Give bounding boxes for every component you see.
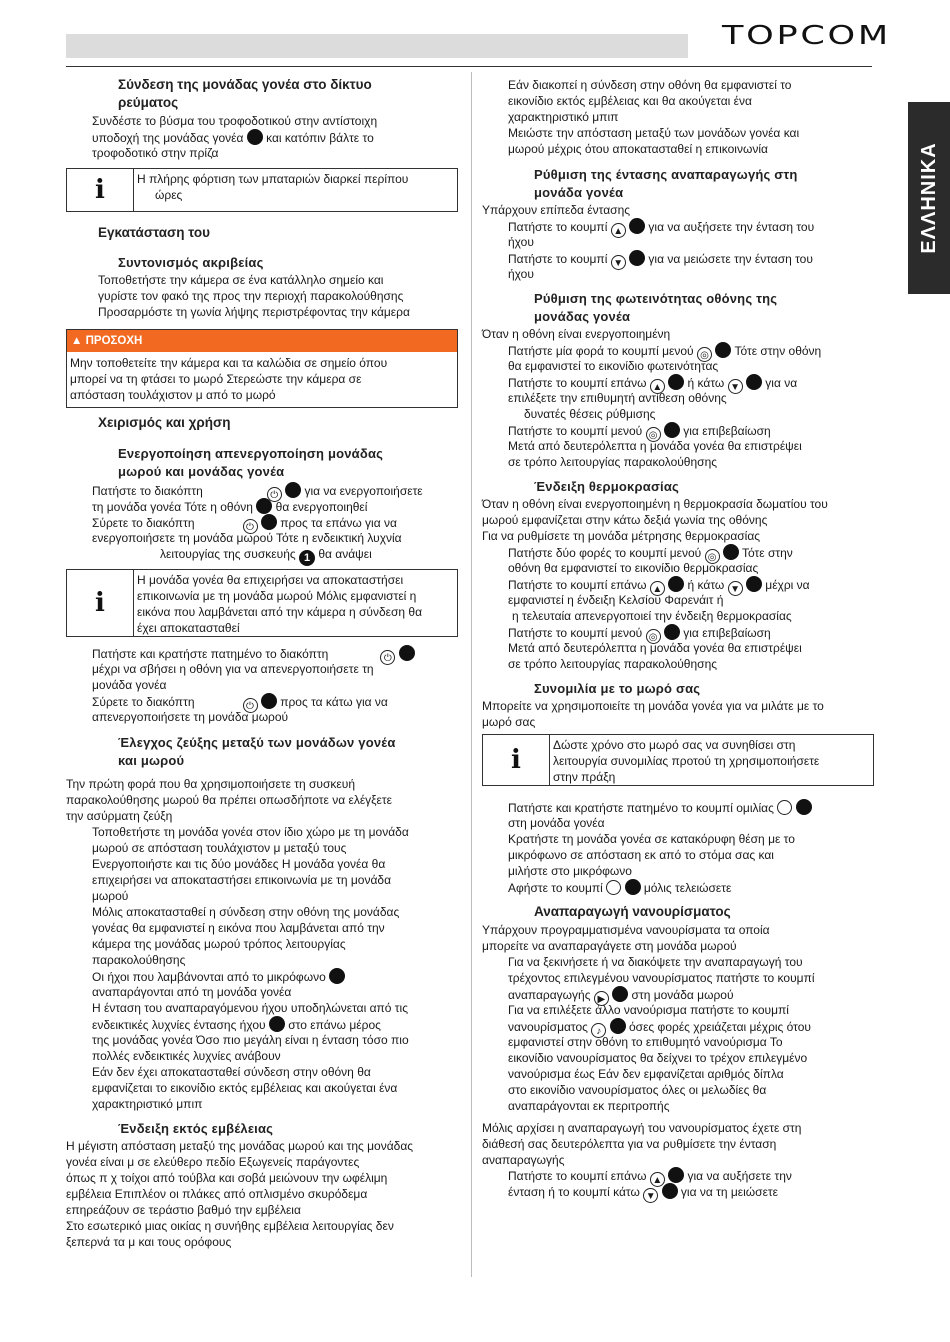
subsection-title: Ένδειξη θερμοκρασίας <box>534 479 680 494</box>
paragraph: Πατήστε και κρατήστε πατημένο το κουμπί ομιλίας <box>508 799 812 816</box>
paragraph: στο εικονίδιο νανουρίσματος όλες οι μελωδίες θα <box>508 1083 767 1097</box>
paragraph: Μετά από δευτερόλεπτα η μονάδα γονέα θα επιστρέψει <box>508 439 802 453</box>
paragraph: Για να επιλέξετε άλλο νανούρισμα πατήστε το κουμπί <box>508 1003 789 1017</box>
warning-text: Μην τοποθετείτε την κάμερα και τα καλώδια σε σημείο όπου μπορεί να τη φτάσει το μωρό Στερεώστε την κάμερα σε απόσταση τουλάχιστον μ από το μωρό <box>70 356 388 402</box>
paragraph: μιλήστε στο μικρόφωνο <box>508 864 632 878</box>
section-title: Εγκατάσταση του <box>98 225 211 240</box>
paragraph: Πατήστε το κουμπί επάνω ▲ ή κάτω ▼ για να <box>508 376 798 393</box>
paragraph: αναπαράγονται από τη μονάδα γονέα <box>92 985 292 999</box>
paragraph: λειτουργίας της συσκευής 1 θα ανάψει <box>160 547 372 564</box>
talk-button-icon <box>777 800 792 815</box>
paragraph: Όταν η οθόνη είναι ενεργοποιημένη η θερμοκρασία δωματίου του <box>482 497 828 511</box>
paragraph: πολλές ενδεικτικές λυχνίες ανάβουν <box>92 1049 281 1063</box>
paragraph: Όταν η οθόνη είναι ενεργοποιημένη <box>482 327 671 341</box>
paragraph-block: Τοποθετήστε τη μονάδα γονέα στον ίδιο χώρο με τη μονάδα μωρού σε απόσταση τουλάχιστον μ μεταξύ τους Ενεργοποιήστε και τις δύο μονάδες Η μονάδα γονέα θα επιχειρήσει να αποκαταστήσει επικοινωνία με τη μονάδα μωρού Μόλις αποκατασταθεί η σύνδεση στην οθόνη της μονάδας γονέας θα εμφανιστεί η εικόνα που λαμβάνεται από την κάμερα της μονάδας μωρού τρόπος λειτουργίας παρακολούθησης <box>92 825 409 967</box>
paragraph: Σύρετε το διακόπτη ⏻ προς τα επάνω για να <box>92 516 397 533</box>
paragraph: αναπαραγωγής <box>482 1153 565 1167</box>
paragraph: νανούρισμα έως Εάν δεν εμφανίζεται αριθμός δίπλα <box>508 1067 784 1081</box>
paragraph: μονάδα γονέα <box>92 678 167 692</box>
info-text: Η πλήρης φόρτιση των μπαταριών διαρκεί περίπου ώρες <box>137 172 409 202</box>
button-marker-icon <box>612 986 628 1002</box>
subsection-title: Συνομιλία με το μωρό σας <box>534 681 701 696</box>
paragraph: χαρακτηριστικό μπιπ <box>92 1097 203 1111</box>
paragraph: Υπάρχουν προγραμματισμένα νανουρίσματα τα οποία <box>482 923 770 937</box>
info-box <box>66 569 458 637</box>
paragraph: οθόνη θα εμφανιστεί το εικονίδιο θερμοκρασίας <box>508 561 759 575</box>
language-tab <box>908 102 950 294</box>
paragraph: της μονάδας γονέα Όσο πιο μεγάλη είναι η ένταση τόσο πιο <box>92 1033 409 1047</box>
button-marker-icon <box>329 968 345 984</box>
header-bar <box>66 34 688 58</box>
menu-icon: ◎ <box>705 549 720 564</box>
paragraph: σε τρόπο λειτουργίας παρακολούθησης <box>508 657 718 671</box>
up-arrow-icon: ▲ <box>650 581 665 596</box>
info-icon: i <box>483 735 550 785</box>
paragraph: μωρού εμφανίζεται στην κάτω δεξιά γωνία της οθόνης <box>482 513 768 527</box>
paragraph: διάθεσή σας δευτερόλεπτα για να ρυθμίσετε την ένταση <box>482 1137 777 1151</box>
paragraph: Πατήστε το κουμπί επάνω ▲ για να αυξήσετε την <box>508 1169 792 1186</box>
paragraph: δυνατές θέσεις ρύθμισης <box>524 407 656 421</box>
warning-box <box>66 329 458 408</box>
button-marker-icon <box>269 1016 285 1032</box>
paragraph: Πατήστε μία φορά το κουμπί μενού ◎ Τότε στην οθόνη <box>508 344 822 361</box>
subsection-title: Ενεργοποίηση απενεργοποίηση μονάδας <box>118 446 384 461</box>
paragraph: Μετά από δευτερόλεπτα η μονάδα γονέα θα επιστρέψει <box>508 641 802 655</box>
paragraph: Πατήστε δύο φορές το κουμπί μενού ◎ Τότε στην <box>508 546 793 563</box>
talk-button-icon <box>606 880 621 895</box>
button-marker-icon <box>285 482 301 498</box>
paragraph: υποδοχή της μονάδας γονέα και κατόπιν βάλτε το <box>92 131 374 145</box>
lullaby-note-icon: ♪ <box>591 1023 606 1038</box>
power-icon: ⏻ <box>243 698 258 713</box>
down-arrow-icon: ▼ <box>728 581 743 596</box>
button-marker-icon <box>796 799 812 815</box>
paragraph: Υπάρχουν επίπεδα έντασης <box>482 203 631 217</box>
paragraph-block: Εάν διακοπεί η σύνδεση στην οθόνη θα εμφανιστεί το εικονίδιο εκτός εμβέλειας και θα ακούγεται ένα χαρακτηριστικό μπιπ Μειώστε την απόσταση μεταξύ των μονάδων γονέα και μωρού μέχρις ότου αποκατασταθεί η επικοινωνία <box>508 78 800 156</box>
button-marker-icon <box>715 342 731 358</box>
button-marker-icon <box>629 218 645 234</box>
button-marker-icon <box>261 514 277 530</box>
subsection-title: μονάδα γονέα <box>534 185 624 200</box>
column-divider <box>471 72 472 1277</box>
button-marker-icon <box>664 422 680 438</box>
button-marker-icon <box>746 374 762 390</box>
section-title: Χειρισμός και χρήση <box>98 415 231 430</box>
paragraph: Μόλις αρχίσει η αναπαραγωγή του νανουρίσματος έχετε στη <box>482 1121 802 1135</box>
paragraph: νανουρίσματος ♪ όσες φορές χρειάζεται μέχρις ότου <box>508 1020 811 1037</box>
button-marker-icon <box>625 879 641 895</box>
paragraph: Σύρετε το διακόπτη ⏻ προς τα κάτω για να <box>92 695 388 712</box>
warning-icon: ▲ <box>71 335 83 347</box>
paragraph: απενεργοποιήσετε τη μονάδα μωρού <box>92 710 289 724</box>
paragraph: θα εμφανιστεί το εικονίδιο φωτεινότητας <box>508 359 719 373</box>
paragraph: Αφήστε το κουμπί μόλις τελειώσετε <box>508 881 732 895</box>
paragraph: ενδεικτικές λυχνίες έντασης ήχου στο επάνω μέρος <box>92 1018 381 1032</box>
subsection-title: Ρύθμιση της έντασης αναπαραγωγής στη <box>534 167 798 182</box>
up-arrow-icon: ▲ <box>650 379 665 394</box>
paragraph: εμφανίζεται το εικονίδιο εκτός εμβέλειας και ακούγεται ένα <box>92 1081 398 1095</box>
paragraph: τρέχοντος επιλεγμένου νανουρίσματος πατήστε το κουμπί <box>508 971 815 985</box>
paragraph: ήχου <box>508 267 534 281</box>
button-marker-icon <box>746 576 762 592</box>
paragraph: Πατήστε το κουμπί επάνω ▲ ή κάτω ▼ μέχρι να <box>508 578 810 595</box>
paragraph: Πατήστε το κουμπί μενού ◎ για επιβεβαίωση <box>508 626 771 643</box>
up-arrow-icon: ▲ <box>611 223 626 238</box>
paragraph: Η ένταση του αναπαραγόμενου ήχου υποδηλώνεται από τις <box>92 1001 408 1015</box>
button-marker-icon <box>629 250 645 266</box>
paragraph: τροφοδοτικό στην πρίζα <box>92 146 219 160</box>
button-marker-icon <box>723 544 739 560</box>
button-marker-icon <box>399 645 415 661</box>
paragraph: τη μονάδα γονέα Τότε η οθόνη θα ενεργοποιηθεί <box>92 500 368 514</box>
play-icon: ▶ <box>594 991 609 1006</box>
paragraph: Κρατήστε τη μονάδα γονέα σε κατακόρυφη θέση με το <box>508 832 795 846</box>
paragraph-block: Η μέγιστη απόσταση μεταξύ της μονάδας μωρού και της μονάδας γονέα είναι μ σε ελεύθερο πεδίο Εξωγενείς παράγοντες όπως π χ τοίχοι από τούβλα και σοβά μειώνουν την ωφέλιμη εμβέλεια Επιπλέον οι πλάκες από οπλισμένο σκυρόδεμα επηρεάζουν σε τεράστιο βαθμό την εμβέλεια Στο εσωτερικό μιας οικίας η συνήθης εμβέλεια λειτουργίας δεν ξεπερνά τα μ και τους ορόφους <box>66 1139 414 1249</box>
paragraph: Οι ήχοι που λαμβάνονται από το μικρόφωνο <box>92 968 345 985</box>
paragraph: επιλέξετε την επιθυμητή αντίθεση οθόνης <box>508 391 727 405</box>
power-icon: ⏻ <box>380 650 395 665</box>
paragraph: Πατήστε το κουμπί ▼ για να μειώσετε την ένταση του <box>508 252 813 269</box>
menu-icon: ◎ <box>646 427 661 442</box>
header-rule <box>66 66 872 67</box>
subsection-title: Ρύθμιση της φωτεινότητας οθόνης της <box>534 291 778 306</box>
power-icon: ⏻ <box>267 487 282 502</box>
section-title: Σύνδεση της μονάδας γονέα στο δίκτυο <box>118 77 372 92</box>
paragraph: Τοποθετήστε την κάμερα σε ένα κατάλληλο σημείο και <box>98 273 384 287</box>
paragraph: εμφανιστεί η ένδειξη Κελσίου Φαρενάιτ ή <box>508 593 724 607</box>
menu-icon: ◎ <box>646 629 661 644</box>
button-marker-icon <box>662 1183 678 1199</box>
button-marker-icon <box>610 1018 626 1034</box>
language-tab-label: ΕΛΛΗΝΙΚΑ <box>918 142 940 254</box>
info-text: Δώστε χρόνο στο μωρό σας να συνηθίσει στη λειτουργία συνομιλίας προτού τη χρησιμοποιήσετε στην πράξη <box>553 738 820 784</box>
paragraph-block: Την πρώτη φορά που θα χρησιμοποιήσετε τη συσκευή παρακολούθησης μωρού θα πρέπει οπωσδήποτε να ελέγξετε την ασύρματη ζεύξη <box>66 777 392 823</box>
subsection-title: μωρού και μονάδας γονέα <box>118 464 285 479</box>
power-icon: ⏻ <box>243 519 258 534</box>
info-icon: i <box>67 169 134 211</box>
paragraph: Μπορείτε να χρησιμοποιείτε τη μονάδα γονέα για να μιλάτε με το <box>482 699 824 713</box>
paragraph: αναπαραγωγής ▶ στη μονάδα μωρού <box>508 988 734 1005</box>
button-marker-icon <box>261 693 277 709</box>
button-marker-icon <box>247 129 263 145</box>
paragraph: ήχου <box>508 235 534 249</box>
subsection-title: Έλεγχος ζεύξης μεταξύ των μονάδων γονέα <box>118 735 396 750</box>
button-marker-icon <box>664 624 680 640</box>
info-text: Η μονάδα γονέα θα επιχειρήσει να αποκαταστήσει επικοινωνία με τη μονάδα μωρού Μόλις εμφανιστεί η εικόνα που λαμβάνεται από την κάμερα η σύνδεση θα έχει αποκατασταθεί <box>137 573 423 635</box>
down-arrow-icon: ▼ <box>611 255 626 270</box>
section-title: Αναπαραγωγή νανουρίσματος <box>534 904 731 919</box>
paragraph: στη μονάδα γονέα <box>508 816 605 830</box>
up-arrow-icon: ▲ <box>650 1172 665 1187</box>
down-arrow-icon: ▼ <box>643 1188 658 1203</box>
indicator-1-icon: 1 <box>299 550 315 566</box>
paragraph: Για να ρυθμίσετε τη μονάδα μέτρησης θερμοκρασίας <box>482 529 761 543</box>
button-marker-icon <box>668 1167 684 1183</box>
paragraph: Πατήστε το διακόπτη ⏻ για να ενεργοποιήσετε <box>92 484 423 501</box>
info-box <box>66 168 458 212</box>
subsection-title: μονάδας γονέα <box>534 309 631 324</box>
paragraph: γυρίστε τον φακό της προς την περιοχή παρακολούθησης <box>98 289 404 303</box>
paragraph: μπορείτε να αναπαραγάγετε στη μονάδα μωρού <box>482 939 737 953</box>
paragraph: ένταση ή το κουμπί κάτω ▼ για να τη μειώσετε <box>508 1185 779 1202</box>
paragraph: μικρόφωνο σε απόσταση εκ από το στόμα σας και <box>508 848 774 862</box>
paragraph: Εάν δεν έχει αποκατασταθεί σύνδεση στην οθόνη θα <box>92 1065 371 1079</box>
brand-logo: TOPCOM <box>722 21 891 51</box>
button-marker-icon <box>668 374 684 390</box>
paragraph: Συνδέστε το βύσμα του τροφοδοτικού στην αντίστοιχη <box>92 114 378 128</box>
paragraph: μέχρι να σβήσει η οθόνη για να απενεργοποιήσετε τη <box>92 662 374 676</box>
paragraph: εικονίδιο νανουρίσματος θα δείχνει το τρέχον επιλεγμένο <box>508 1051 808 1065</box>
down-arrow-icon: ▼ <box>728 379 743 394</box>
paragraph: Για να ξεκινήσετε ή να διακόψετε την αναπαραγωγή του <box>508 955 803 969</box>
subsection-title: Ένδειξη εκτός εμβέλειας <box>118 1121 274 1136</box>
button-marker-icon <box>256 498 272 514</box>
button-marker-icon <box>668 576 684 592</box>
paragraph: η τελευταία απενεργοποιεί την ένδειξη θερμοκρασίας <box>512 609 792 623</box>
section-title: ρεύματος <box>118 95 179 110</box>
paragraph: Πατήστε το κουμπί μενού ◎ για επιβεβαίωση <box>508 424 771 441</box>
info-box <box>482 734 874 786</box>
subsection-title: Συντονισμός ακριβείας <box>118 255 264 270</box>
paragraph: αναπαράγονται εκ περιτροπής <box>508 1099 670 1113</box>
menu-icon: ◎ <box>697 347 712 362</box>
subsection-title: και μωρού <box>118 753 185 768</box>
paragraph: Προσαρμόστε τη γωνία λήψης περιστρέφοντας την κάμερα <box>98 305 410 319</box>
paragraph: εμφανιστεί στην οθόνη το επιθυμητό νανούρισμα Το <box>508 1035 783 1049</box>
warning-header: ▲ ΠΡΟΣΟΧΗ <box>67 330 457 352</box>
info-icon: i <box>67 570 134 636</box>
paragraph: σε τρόπο λειτουργίας παρακολούθησης <box>508 455 718 469</box>
paragraph: μωρό σας <box>482 715 536 729</box>
paragraph: ενεργοποιήσετε τη μονάδα μωρού Τότε η ενδεικτική λυχνία <box>92 531 402 545</box>
paragraph: Πατήστε και κρατήστε πατημένο το διακόπτη ⏻ <box>92 645 415 665</box>
paragraph: Πατήστε το κουμπί ▲ για να αυξήσετε την ένταση του <box>508 220 815 237</box>
